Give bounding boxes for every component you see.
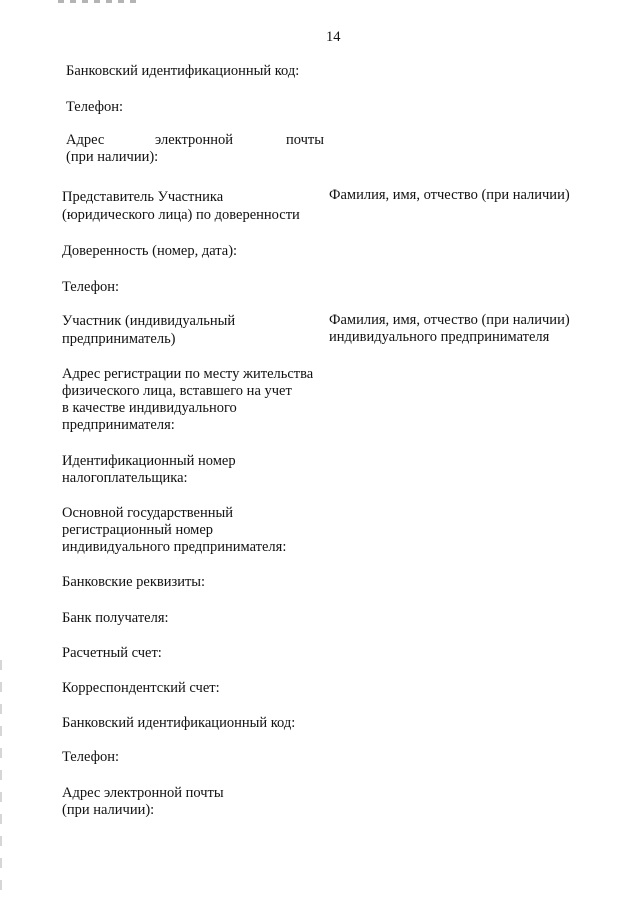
participant-ie-label-line2: предприниматель): [62, 331, 176, 347]
scan-artifact-edge: [0, 660, 2, 900]
inn-label-line2: налогоплательщика:: [62, 470, 188, 486]
power-of-attorney-label: Доверенность (номер, дата):: [62, 243, 238, 259]
phone-label-3: Телефон:: [62, 749, 120, 765]
page-number: 14: [326, 29, 341, 45]
registration-address-label-line4: предпринимателя:: [62, 417, 175, 433]
ogrnip-label-line2: регистрационный номер: [62, 522, 214, 538]
account-label: Расчетный счет:: [62, 645, 162, 661]
ogrnip-label-line3: индивидуального предпринимателя:: [62, 539, 287, 555]
email-label-word1: Адрес: [66, 132, 105, 148]
registration-address-label-line3: в качестве индивидуального: [62, 400, 237, 416]
ie-name-field: Фамилия, имя, отчество (при наличии): [329, 312, 570, 328]
email-label-note: (при наличии):: [66, 149, 159, 165]
registration-address-label: Адрес регистрации по месту жительства: [62, 366, 314, 382]
representative-label: Представитель Участника: [62, 189, 224, 205]
bik-label: Банковский идентификационный код:: [66, 63, 300, 79]
phone-label-2: Телефон:: [62, 279, 120, 295]
bik-label-2: Банковский идентификационный код:: [62, 715, 296, 731]
inn-label: Идентификационный номер: [62, 453, 236, 469]
scan-artifact-top: [58, 0, 138, 3]
representative-label-line2: (юридического лица) по доверенности: [62, 207, 300, 223]
ie-name-field-line2: индивидуального предпринимателя: [329, 329, 550, 345]
participant-ie-label: Участник (индивидуальный: [62, 313, 236, 329]
representative-name-field: Фамилия, имя, отчество (при наличии): [329, 187, 570, 203]
bank-details-heading: Банковские реквизиты:: [62, 574, 206, 590]
corr-account-label: Корреспондентский счет:: [62, 680, 220, 696]
phone-label: Телефон:: [66, 99, 124, 115]
ogrnip-label: Основной государственный: [62, 505, 233, 521]
bank-label: Банк получателя:: [62, 610, 169, 626]
email-label-word3: почты: [286, 132, 325, 148]
email-label-word2: электронной: [155, 132, 234, 148]
registration-address-label-line2: физического лица, вставшего на учет: [62, 383, 292, 399]
email-label-2: Адрес электронной почты: [62, 785, 224, 801]
email-label-2-line2: (при наличии):: [62, 802, 155, 818]
